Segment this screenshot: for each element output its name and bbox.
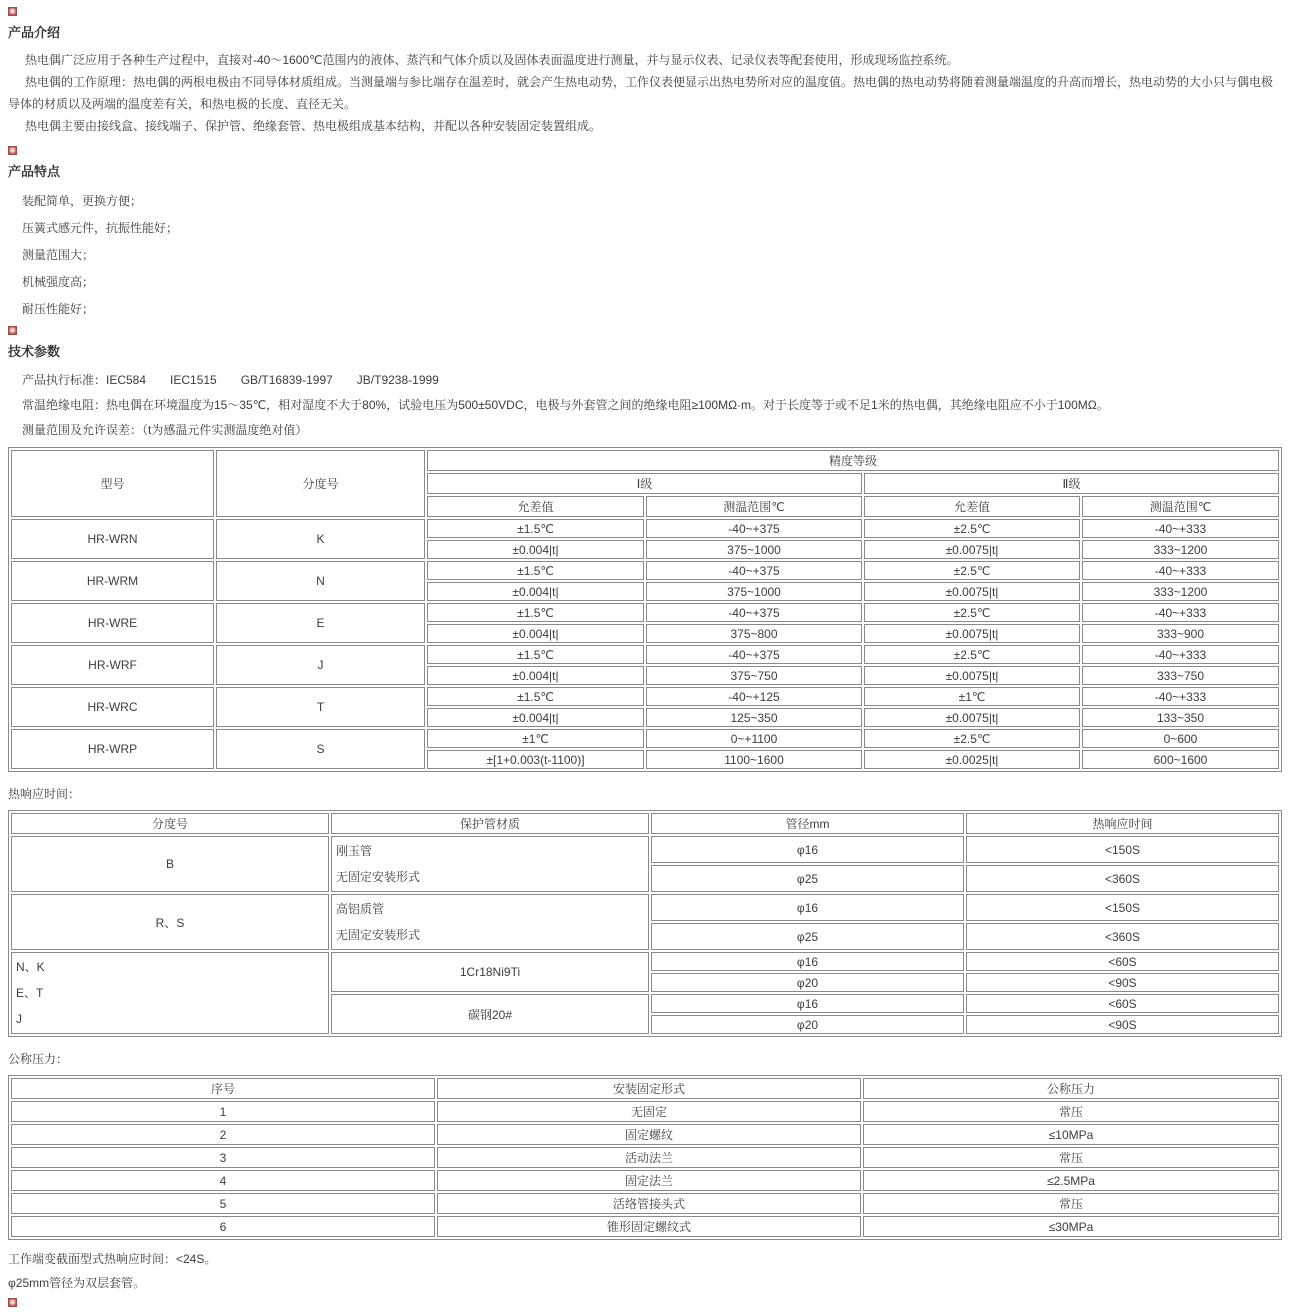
cell-tube-material: 碳钢20# xyxy=(331,994,649,1034)
cell: 375~1000 xyxy=(646,582,862,601)
cell: 0~+1100 xyxy=(646,729,862,748)
graduation-line: J xyxy=(16,1012,22,1026)
table-row xyxy=(11,729,1279,748)
table-row xyxy=(11,894,1279,921)
graduation-line: N、K xyxy=(16,960,45,974)
cell: ±1.5℃ xyxy=(427,645,644,664)
cell: -40~+375 xyxy=(646,603,862,622)
cell: -40~+333 xyxy=(1082,519,1279,538)
pressure-header-row xyxy=(11,1078,1279,1099)
cell: 125~350 xyxy=(646,708,862,727)
cell-pressure: 常压 xyxy=(863,1101,1279,1122)
cell-time: <360S xyxy=(966,865,1279,892)
cell-graduation: S xyxy=(216,729,425,769)
cell: ±1.5℃ xyxy=(427,561,644,580)
intro-paragraph-3: 热电偶主要由接线盒、接线端子、保护管、绝缘套管、热电极组成基本结构，并配以各种安装固定装置组成。 xyxy=(25,119,602,133)
cell: 333~750 xyxy=(1082,666,1279,685)
cell: ±0.0075|t| xyxy=(864,708,1080,727)
cell-graduation: K xyxy=(216,519,425,559)
table-row xyxy=(11,952,1279,971)
cell: ±1℃ xyxy=(864,687,1080,706)
cell-graduation-list xyxy=(11,952,329,1034)
cell: -40~+125 xyxy=(646,687,862,706)
tube-name: 高铝质管 xyxy=(336,902,385,916)
tube-name: 刚玉管 xyxy=(336,844,373,858)
cell: ±0.004|t| xyxy=(427,624,644,643)
cell-mount-type: 活络管接头式 xyxy=(437,1193,861,1214)
header-class-2: Ⅱ级 xyxy=(864,473,1279,494)
table-row xyxy=(11,1124,1279,1145)
cell: ±1.5℃ xyxy=(427,687,644,706)
cell-index: 6 xyxy=(11,1216,435,1237)
table-row xyxy=(11,1147,1279,1168)
intro-paragraph-1: 热电偶广泛应用于各种生产过程中，直接对-40～1600℃范围内的液体、蒸汽和气体介质以及固体表面温度进行测量，并与显示仪表、记录仪表等配套使用，形成现场监控系统。 xyxy=(25,53,959,67)
header-accuracy-class: 精度等级 xyxy=(427,450,1279,471)
cell-graduation: T xyxy=(216,687,425,727)
cell-index: 3 xyxy=(11,1147,435,1168)
cell-pressure: 常压 xyxy=(863,1193,1279,1214)
cell: 333~1200 xyxy=(1082,582,1279,601)
footnote-double-tube: φ25mm管径为双层套管。 xyxy=(8,1276,146,1290)
header-temp-range: 测温范围℃ xyxy=(1082,496,1279,517)
pressure-table-label: 公称压力： xyxy=(8,1052,69,1066)
cell: ±0.004|t| xyxy=(427,582,644,601)
cell: -40~+333 xyxy=(1082,687,1279,706)
table-row xyxy=(11,687,1279,706)
tech-lines xyxy=(8,368,1282,443)
cell: ±0.004|t| xyxy=(427,540,644,559)
cell-mount-type: 锥形固定螺纹式 xyxy=(437,1216,861,1237)
header-tolerance: 允差值 xyxy=(864,496,1080,517)
cell: ±2.5℃ xyxy=(864,645,1080,664)
header-graduation: 分度号 xyxy=(216,450,425,517)
cell: ±2.5℃ xyxy=(864,729,1080,748)
icon-row xyxy=(8,323,1282,337)
tech-standard-line: 产品执行标准：IEC584 IEC1515 GB/T16839-1997 JB/T9238-1999 xyxy=(22,373,439,387)
cell-diameter: φ16 xyxy=(651,836,964,863)
cell: -40~+375 xyxy=(646,519,862,538)
cell: ±2.5℃ xyxy=(864,603,1080,622)
header-pressure: 公称压力 xyxy=(863,1078,1279,1099)
broken-image-icon xyxy=(8,7,17,16)
cell: ±0.004|t| xyxy=(427,708,644,727)
cell-diameter: φ16 xyxy=(651,894,964,921)
cell-diameter: φ25 xyxy=(651,865,964,892)
cell-diameter: φ20 xyxy=(651,973,964,992)
cell: 600~1600 xyxy=(1082,750,1279,769)
feature-item: 耐压性能好； xyxy=(22,302,95,316)
broken-image-icon xyxy=(8,146,17,155)
header-tolerance: 允差值 xyxy=(427,496,644,517)
cell-tube-material xyxy=(331,836,649,892)
table-row xyxy=(11,561,1279,580)
cell-time: <60S xyxy=(966,952,1279,971)
response-time-table xyxy=(8,810,1282,1037)
cell: 375~800 xyxy=(646,624,862,643)
cell-index: 2 xyxy=(11,1124,435,1145)
header-temp-range: 测温范围℃ xyxy=(646,496,862,517)
cell-model: HR-WRF xyxy=(11,645,214,685)
cell-mount-type: 无固定 xyxy=(437,1101,861,1122)
cell: -40~+375 xyxy=(646,645,862,664)
cell: 333~900 xyxy=(1082,624,1279,643)
intro-paragraphs xyxy=(8,49,1282,137)
broken-image-icon xyxy=(8,326,17,335)
cell: ±1.5℃ xyxy=(427,603,644,622)
cell: ±1.5℃ xyxy=(427,519,644,538)
cell: 0~600 xyxy=(1082,729,1279,748)
cell: -40~+375 xyxy=(646,561,862,580)
range-table-header-row xyxy=(11,450,1279,471)
cell-pressure: ≤2.5MPa xyxy=(863,1170,1279,1191)
tech-insulation-line: 常温绝缘电阻：热电偶在环境温度为15～35℃，相对湿度不大于80%，试验电压为500±50VDC，电极与外套管之间的绝缘电阻≥100MΩ·m。对于长度等于或不足1米的热电偶，其绝缘电阻应不小于100MΩ。 xyxy=(22,398,1109,412)
cell: ±0.0075|t| xyxy=(864,666,1080,685)
cell-time: <150S xyxy=(966,894,1279,921)
cell-graduation: R、S xyxy=(11,894,329,950)
cell-mount-type: 活动法兰 xyxy=(437,1147,861,1168)
cell-model: HR-WRC xyxy=(11,687,214,727)
cell-tube-material xyxy=(331,894,649,950)
header-model: 型号 xyxy=(11,450,214,517)
broken-image-icon xyxy=(8,1298,17,1307)
cell: -40~+333 xyxy=(1082,645,1279,664)
cell: ±0.0075|t| xyxy=(864,540,1080,559)
table-row xyxy=(11,1170,1279,1191)
footnote-response-time: 工作端变截面型式热响应时间：<24S。 xyxy=(8,1252,217,1266)
cell-time: <60S xyxy=(966,994,1279,1013)
cell-pressure: ≤10MPa xyxy=(863,1124,1279,1145)
tube-mount-mode: 无固定安装形式 xyxy=(336,928,421,942)
cell: ±2.5℃ xyxy=(864,519,1080,538)
feature-item: 机械强度高； xyxy=(22,275,95,289)
features-list xyxy=(8,188,1282,323)
cell: 375~750 xyxy=(646,666,862,685)
response-header-row xyxy=(11,813,1279,834)
feature-item: 测量范围大； xyxy=(22,248,95,262)
cell-graduation: N xyxy=(216,561,425,601)
header-tube-material: 保护管材质 xyxy=(331,813,649,834)
cell-pressure: 常压 xyxy=(863,1147,1279,1168)
cell-diameter: φ16 xyxy=(651,952,964,971)
cell-time: <150S xyxy=(966,836,1279,863)
cell-time: <90S xyxy=(966,973,1279,992)
table-row xyxy=(11,1193,1279,1214)
icon-row xyxy=(8,4,1282,18)
cell-mount-type: 固定法兰 xyxy=(437,1170,861,1191)
intro-heading: 产品介绍 xyxy=(8,25,61,40)
cell: 375~1000 xyxy=(646,540,862,559)
cell-pressure: ≤30MPa xyxy=(863,1216,1279,1237)
cell-diameter: φ20 xyxy=(651,1015,964,1034)
header-class-1: Ⅰ级 xyxy=(427,473,862,494)
footnotes xyxy=(8,1248,1282,1295)
table-row xyxy=(11,603,1279,622)
cell: ±0.0025|t| xyxy=(864,750,1080,769)
cell-time: <90S xyxy=(966,1015,1279,1034)
tech-heading: 技术参数 xyxy=(8,344,61,359)
cell-tube-material: 1Cr18Ni9Ti xyxy=(331,952,649,992)
cell-diameter: φ16 xyxy=(651,994,964,1013)
table-row xyxy=(11,1216,1279,1237)
cell: ±1℃ xyxy=(427,729,644,748)
graduation-line: E、T xyxy=(16,986,44,1000)
table-row xyxy=(11,836,1279,863)
intro-paragraph-2: 热电偶的工作原理：热电偶的两根电极由不同导体材质组成。当测量端与参比端存在温差时，就会产生热电动势，工作仪表便显示出热电势所对应的温度值。热电偶的热电动势将随着测量端温度的升高而增长，热电动势的大小只与偶电极导体的材质以及两端的温度差有关，和热电极的长度、直径无关。 xyxy=(8,75,1274,111)
cell-index: 1 xyxy=(11,1101,435,1122)
table-row xyxy=(11,1101,1279,1122)
cell-time: <360S xyxy=(966,923,1279,950)
header-response-time: 热响应时间 xyxy=(966,813,1279,834)
cell-graduation: B xyxy=(11,836,329,892)
tech-range-line: 测量范围及允许误差：（t为感温元件实测温度绝对值） xyxy=(22,423,308,437)
table-row xyxy=(11,519,1279,538)
header-graduation: 分度号 xyxy=(11,813,329,834)
cell-model: HR-WRE xyxy=(11,603,214,643)
cell-model: HR-WRP xyxy=(11,729,214,769)
cell-index: 4 xyxy=(11,1170,435,1191)
header-mount-type: 安装固定形式 xyxy=(437,1078,861,1099)
header-index: 序号 xyxy=(11,1078,435,1099)
cell-model: HR-WRN xyxy=(11,519,214,559)
cell: -40~+333 xyxy=(1082,561,1279,580)
cell: ±0.004|t| xyxy=(427,666,644,685)
feature-item: 压簧式感元件，抗振性能好； xyxy=(22,221,179,235)
table-row xyxy=(11,645,1279,664)
header-tube-diameter: 管径mm xyxy=(651,813,964,834)
cell-index: 5 xyxy=(11,1193,435,1214)
cell-diameter: φ25 xyxy=(651,923,964,950)
icon-row xyxy=(8,143,1282,157)
cell: 133~350 xyxy=(1082,708,1279,727)
range-tolerance-table xyxy=(8,447,1282,772)
cell: -40~+333 xyxy=(1082,603,1279,622)
cell: 333~1200 xyxy=(1082,540,1279,559)
cell: ±0.0075|t| xyxy=(864,624,1080,643)
cell: 1100~1600 xyxy=(646,750,862,769)
cell: ±2.5℃ xyxy=(864,561,1080,580)
response-table-label: 热响应时间： xyxy=(8,787,81,801)
cell-mount-type: 固定螺纹 xyxy=(437,1124,861,1145)
cell-model: HR-WRM xyxy=(11,561,214,601)
cell-graduation: E xyxy=(216,603,425,643)
tube-mount-mode: 无固定安装形式 xyxy=(336,870,421,884)
nominal-pressure-table xyxy=(8,1075,1282,1240)
icon-row xyxy=(8,1295,1282,1309)
features-heading: 产品特点 xyxy=(8,164,61,179)
cell: ±0.0075|t| xyxy=(864,582,1080,601)
cell: ±[1+0.003(t-1100)] xyxy=(427,750,644,769)
feature-item: 装配简单，更换方便； xyxy=(22,194,143,208)
cell-graduation: J xyxy=(216,645,425,685)
